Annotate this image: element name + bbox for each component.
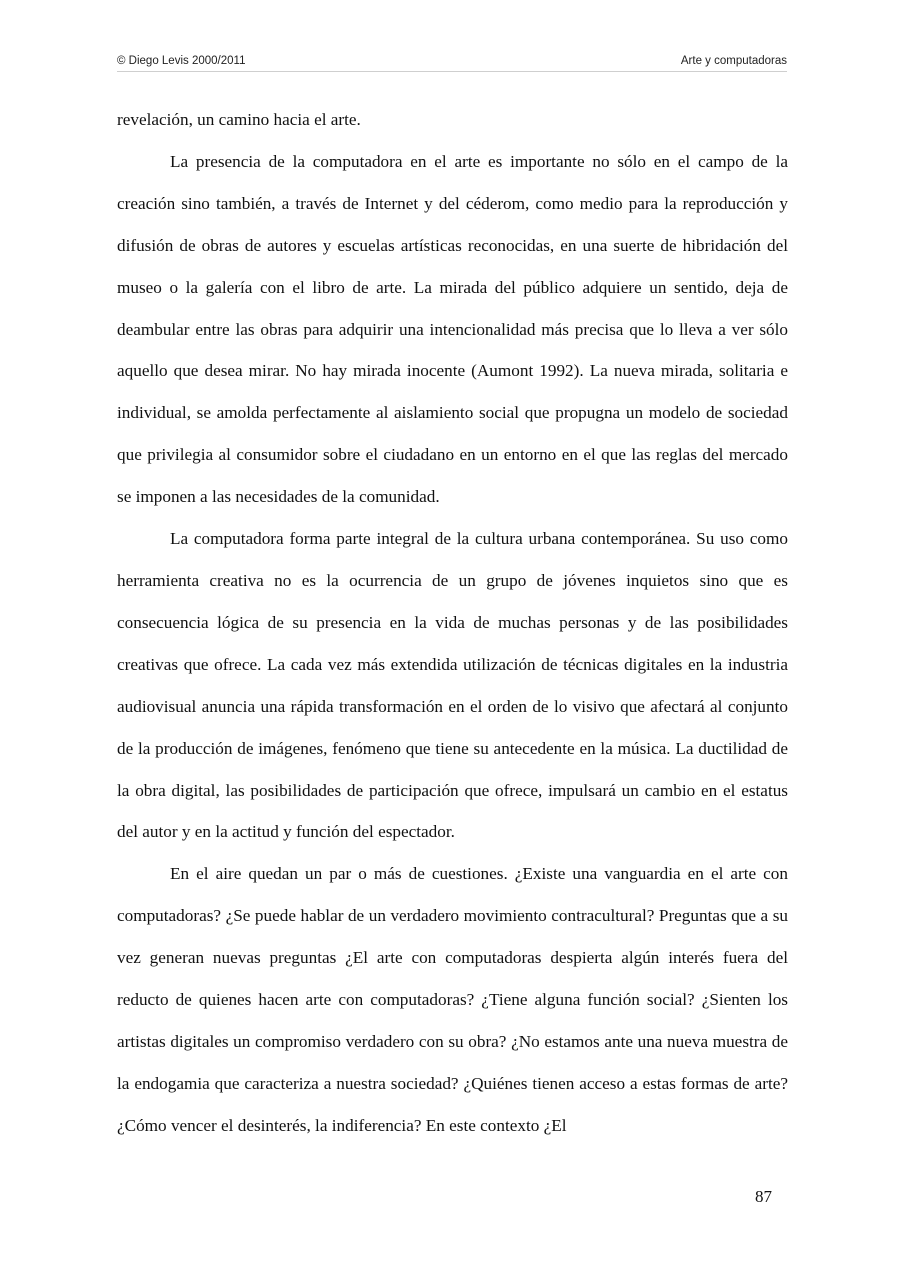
paragraph: La presencia de la computadora en el arte es importante no sólo en el campo de la creación sino también, a través de Internet y del céderom, como medio para la reproducción y difusión de obras de autores y escuelas artísticas reconocidas, en una suerte de hibridación del museo o la galería con el libro de arte. La mirada del público adquiere un sentido, deja de deambular entre las obras para adquirir una intencionalidad más precisa que lo lleva a ver sólo aquello que desea mirar. No hay mirada inocente (Aumont 1992). La nueva mirada, solitaria e individual, se amolda perfectamente al aislamiento social que propugna un modelo de sociedad que privilegia al consumidor sobre el ciudadano en un entorno en el que las reglas del mercado se imponen a las necesidades de la comunidad. <box>117 151 788 507</box>
page-number: 87 <box>755 1187 772 1206</box>
header-title: Arte y computadoras <box>680 55 787 67</box>
running-header <box>117 54 787 72</box>
paragraph: En el aire quedan un par o más de cuestiones. ¿Existe una vanguardia en el arte con computadoras? ¿Se puede hablar de un verdadero movimiento contracultural? Preguntas que a su vez generan nuevas preguntas ¿El arte con computadoras despierta algún interés fuera del reducto de quienes hacen arte con computadoras? ¿Tiene alguna función social? ¿Sienten los artistas digitales un compromiso verdadero con su obra? ¿No estamos ante una nueva muestra de la endogamia que caracteriza a nuestra sociedad? ¿Quiénes tienen acceso a estas formas de arte? ¿Cómo vencer el desinterés, la indiferencia? En este contexto ¿El <box>117 864 788 1135</box>
body-text <box>117 99 788 1147</box>
header-copyright: © Diego Levis 2000/2011 <box>117 55 246 67</box>
paragraph-continuation: revelación, un camino hacia el arte. <box>117 110 361 129</box>
paragraph: La computadora forma parte integral de la cultura urbana contemporánea. Su uso como herramienta creativa no es la ocurrencia de un grupo de jóvenes inquietos sino que es consecuencia lógica de su presencia en la vida de muchas personas y de las posibilidades creativas que ofrece. La cada vez más extendida utilización de técnicas digitales en la industria audiovisual anuncia una rápida transformación en el orden de lo visivo que afectará al conjunto de la producción de imágenes, fenómeno que tiene su antecedente en la música. La ductilidad de la obra digital, las posibilidades de participación que ofrece, impulsará un cambio en el estatus del autor y en la actitud y función del espectador. <box>117 529 788 842</box>
